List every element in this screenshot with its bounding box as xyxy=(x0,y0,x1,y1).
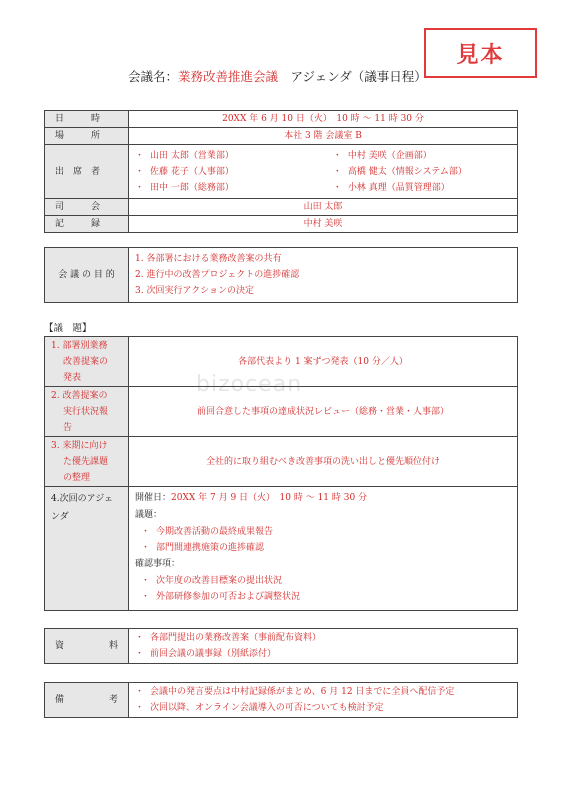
recorder-value: 中村 美咲 xyxy=(129,216,518,233)
attendee: ・ 佐藤 花子（人事部） xyxy=(135,164,333,180)
next-agenda-row xyxy=(45,487,518,611)
topics-table xyxy=(44,336,518,611)
date-value: 20XX 年 6 月 10 日（火） 10 時 ～ 11 時 30 分 xyxy=(129,111,518,128)
remark-item: ・ 次回以降、オンライン会議導入の可否についても検討予定 xyxy=(135,700,511,716)
attendee: ・ 中村 美咲（企画部） xyxy=(333,148,511,164)
purpose-label: 会 議 の 目 的 xyxy=(45,248,129,303)
date-label: 日 時 xyxy=(45,111,129,128)
title-suffix: アジェンダ（議事日程） xyxy=(278,69,427,84)
attendee: ・ 高橋 健太（情報システム部） xyxy=(333,164,511,180)
attendee: ・ 田中 一郎（総務部） xyxy=(135,180,333,196)
purpose-list xyxy=(129,248,518,303)
topic-title: 2. 改善提案の 実行状況報 告 xyxy=(45,387,129,437)
title-prefix: 会議名： xyxy=(128,69,179,84)
confirm-item: ・ 次年度の改善目標案の提出状況 xyxy=(141,573,511,589)
next-agenda-label: 4.次回のアジェ ンダ xyxy=(45,487,129,611)
topic-row xyxy=(45,387,518,437)
topic-title: 1. 部署別業務 改善提案の 発表 xyxy=(45,337,129,387)
sample-stamp: 見本 xyxy=(424,28,537,78)
document-title xyxy=(128,67,427,85)
materials-table xyxy=(44,628,518,664)
purpose-item: 2. 進行中の改善プロジェクトの進捗確認 xyxy=(135,270,300,280)
materials-list xyxy=(129,629,518,664)
meeting-info-table xyxy=(44,110,518,233)
topic-description: 前回合意した事項の達成状況レビュー（総務・営業・人事部） xyxy=(129,387,518,437)
next-date: 開催日：20XX 年 7 月 9 日（火） 10 時 ～ 11 時 30 分 xyxy=(135,493,368,503)
topic-description: 各部代表より 1 案ずつ発表（10 分／人） xyxy=(129,337,518,387)
next-topic-item: ・ 部門間連携施策の進捗確認 xyxy=(141,540,511,556)
purpose-item: 3. 次回実行アクションの決定 xyxy=(135,286,254,296)
place-value: 本社 3 階 会議室 B xyxy=(129,128,518,145)
material-item: ・ 前回会議の議事録（別紙添付） xyxy=(135,646,511,662)
attendees-label: 出 席 者 xyxy=(45,145,129,199)
remarks-list xyxy=(129,683,518,718)
attendees-list xyxy=(129,145,518,199)
confirm-label: 確認事項： xyxy=(135,559,181,569)
purpose-table xyxy=(44,247,518,303)
purpose-item: 1. 各部署における業務改善案の共有 xyxy=(135,254,282,264)
next-topic-item: ・ 今期改善活動の最終成果報告 xyxy=(141,524,511,540)
place-label: 場 所 xyxy=(45,128,129,145)
material-item: ・ 各部門提出の業務改善案（事前配布資料） xyxy=(135,630,511,646)
remarks-label: 備 考 xyxy=(45,683,129,718)
recorder-label: 記 録 xyxy=(45,216,129,233)
topics-heading: 【議 題】 xyxy=(44,323,92,334)
chair-label: 司 会 xyxy=(45,199,129,216)
next-topics-label: 議題： xyxy=(135,510,163,520)
topic-row xyxy=(45,437,518,487)
attendee: ・ 山田 太郎（営業部） xyxy=(135,148,333,164)
remark-item: ・ 会議中の発言要点は中村記録係がまとめ、6 月 12 日までに全員へ配信予定 xyxy=(135,684,511,700)
topic-description: 全社的に取り組むべき改善事項の洗い出しと優先順位付け xyxy=(129,437,518,487)
watermark: bizocean xyxy=(196,372,303,397)
materials-label: 資 料 xyxy=(45,629,129,664)
attendee: ・ 小林 真理（品質管理部） xyxy=(333,180,511,196)
chair-value: 山田 太郎 xyxy=(129,199,518,216)
next-agenda-content xyxy=(129,487,518,611)
topic-title: 3. 来期に向け た優先課題 の整理 xyxy=(45,437,129,487)
meeting-name: 業務改善推進会議 xyxy=(178,69,279,84)
confirm-item: ・ 外部研修参加の可否および調整状況 xyxy=(141,589,511,605)
topic-row xyxy=(45,337,518,387)
remarks-table xyxy=(44,682,518,718)
